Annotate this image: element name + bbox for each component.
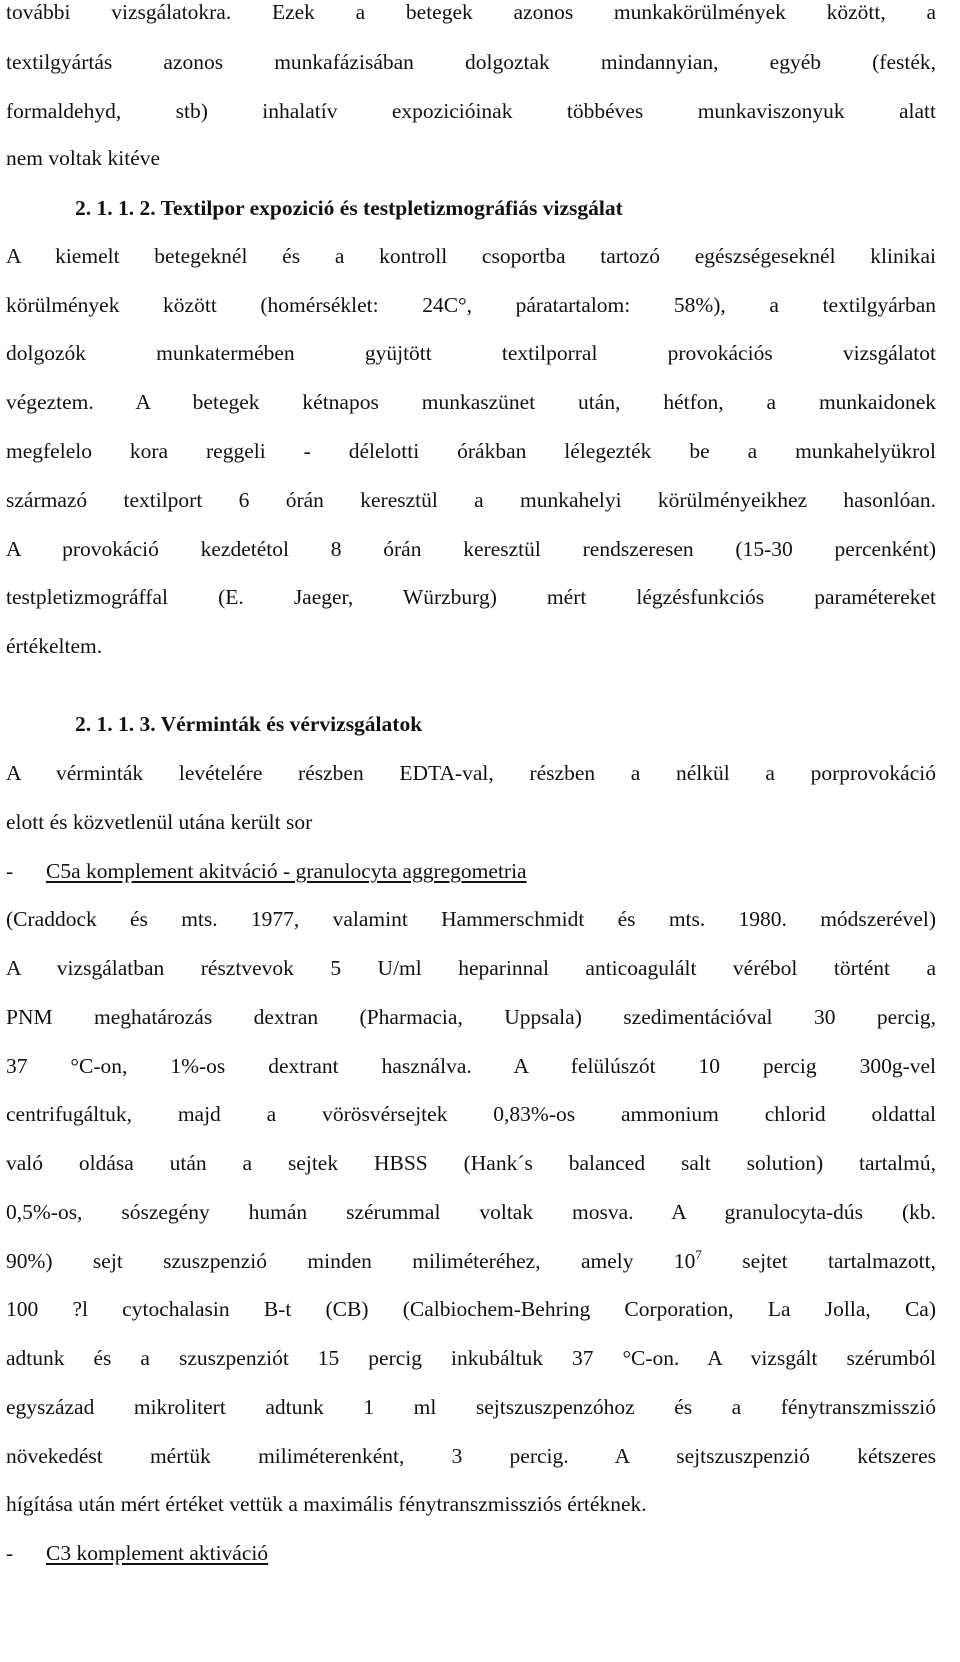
paragraph-line: körülmények között (homérséklet: 24C°, páratartalom: 58%), a textilgyárban: [6, 293, 936, 317]
paragraph-line: növekedést mértük miliméterenként, 3 percig. A sejtszuszpenzió kétszeres: [6, 1444, 936, 1468]
paragraph-line: megfelelo kora reggeli - délelotti órákban lélegezték be a munkahelyükrol: [6, 439, 936, 463]
paragraph-line: 37 °C-on, 1%-os dextrant használva. A felülúszót 10 percig 300g-vel: [6, 1054, 936, 1078]
paragraph-line: (Craddock és mts. 1977, valamint Hammerschmidt és mts. 1980. módszerével): [6, 907, 936, 931]
list-dash: -: [6, 859, 14, 883]
section-heading: 2. 1. 1. 2. Textilpor expozició és testpletizmográfiás vizsgálat: [75, 196, 623, 220]
paragraph-line: nem voltak kitéve: [6, 146, 161, 170]
paragraph-line: testpletizmográffal (E. Jaeger, Würzburg) mért légzésfunkciós paramétereket: [6, 585, 936, 609]
paragraph-line: PNM meghatározás dextran (Pharmacia, Uppsala) szedimentációval 30 percig,: [6, 1005, 936, 1029]
paragraph-line: végeztem. A betegek kétnapos munkaszünet után, hétfon, a munkaidonek: [6, 390, 936, 414]
paragraph-line: 100 ?l cytochalasin B-t (CB) (Calbiochem-Behring Corporation, La Jolla, Ca): [6, 1297, 936, 1321]
paragraph-line: [6, 1246, 936, 1276]
paragraph-line: adtunk és a szuszpenziót 15 percig inkubáltuk 37 °C-on. A vizsgált szérumból: [6, 1346, 936, 1370]
superscript-exponent: 7: [695, 1247, 702, 1262]
paragraph-line: további vizsgálatokra. Ezek a betegek azonos munkakörülmények között, a: [6, 0, 936, 24]
paragraph-line: dolgozók munkatermében gyüjtött textilporral provokációs vizsgálatot: [6, 341, 936, 365]
list-dash: -: [6, 1541, 14, 1565]
list-item-heading: C5a komplement akitváció - granulocyta aggregometria: [46, 859, 527, 883]
text-run: 90%) sejt szuszpenzió minden miliméteréhez, amely 10: [6, 1249, 696, 1273]
text-run: sejtet tartalmazott,: [701, 1249, 936, 1273]
paragraph-line: A provokáció kezdetétol 8 órán keresztül rendszeresen (15-30 percenként): [6, 537, 936, 561]
paragraph-line: származó textilport 6 órán keresztül a munkahelyi körülményeikhez hasonlóan.: [6, 488, 936, 512]
paragraph-line: 0,5%-os, sószegény humán szérummal voltak mosva. A granulocyta-dús (kb.: [6, 1200, 936, 1224]
paragraph-line: textilgyártás azonos munkafázisában dolgoztak mindannyian, egyéb (festék,: [6, 50, 936, 74]
paragraph-line: hígítása után mért értéket vettük a maximális fénytranszmissziós értéknek.: [6, 1492, 647, 1516]
paragraph-line: A kiemelt betegeknél és a kontroll csoportba tartozó egészségeseknél klinikai: [6, 244, 936, 268]
paragraph-line: értékeltem.: [6, 634, 103, 658]
paragraph-line: egyszázad mikrolitert adtunk 1 ml sejtszuszpenzóhoz és a fénytranszmisszió: [6, 1395, 936, 1419]
paragraph-line: centrifugáltuk, majd a vörösvérsejtek 0,83%-os ammonium chlorid oldattal: [6, 1102, 936, 1126]
list-item-heading: C3 komplement aktiváció: [46, 1541, 269, 1565]
paragraph-line: A vizsgálatban résztvevok 5 U/ml heparinnal anticoagulált vérébol történt a: [6, 956, 936, 980]
section-heading: 2. 1. 1. 3. Vérminták és vérvizsgálatok: [75, 712, 423, 736]
paragraph-line: A vérminták levételére részben EDTA-val, részben a nélkül a porprovokáció: [6, 761, 936, 785]
paragraph-line: elott és közvetlenül utána került sor: [6, 810, 313, 834]
paragraph-line: való oldása után a sejtek HBSS (Hank´s balanced salt solution) tartalmú,: [6, 1151, 936, 1175]
paragraph-line: formaldehyd, stb) inhalatív expozicióinak többéves munkaviszonyuk alatt: [6, 99, 936, 123]
